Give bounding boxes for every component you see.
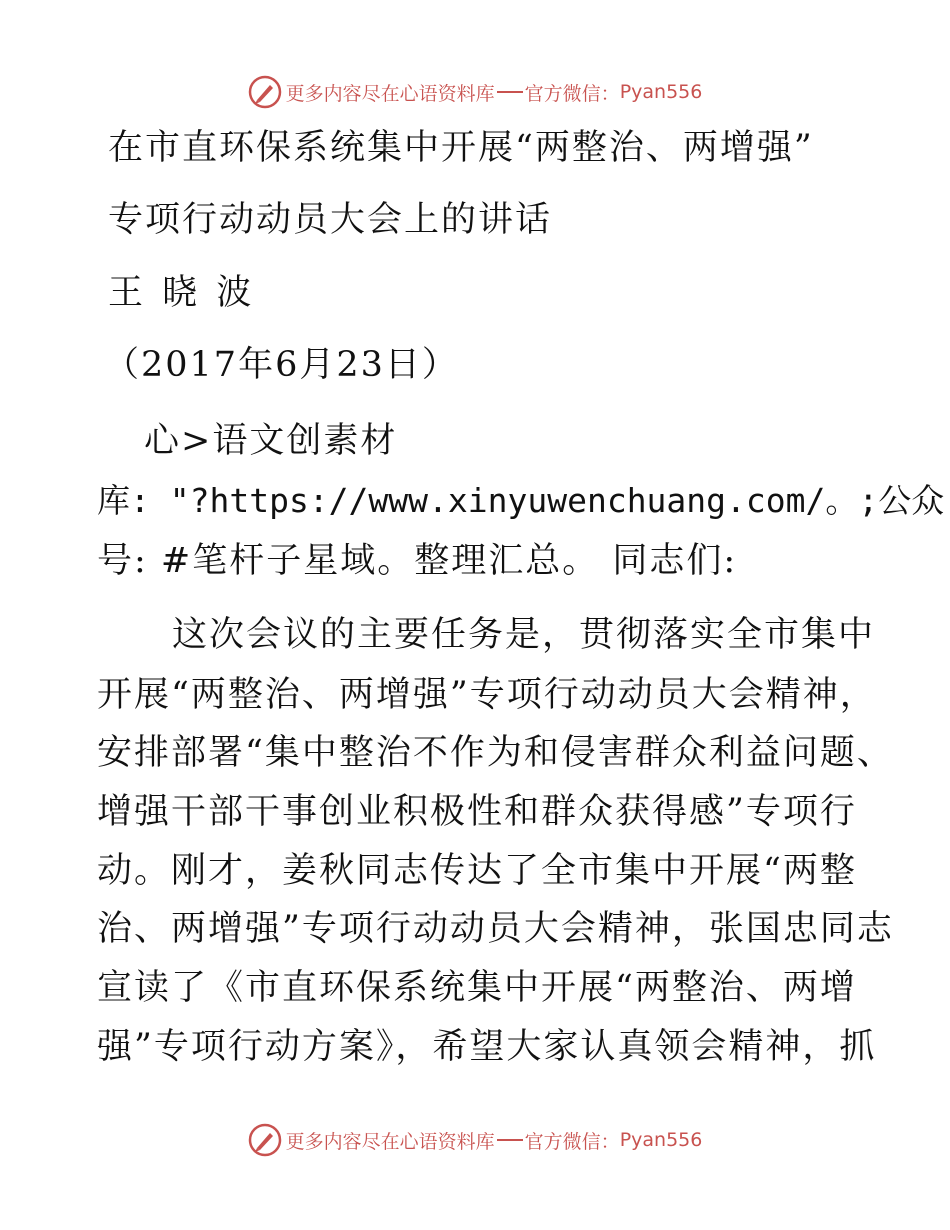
pen-logo-icon [248,1123,282,1157]
banner-wechat-id: Pyan556 [619,1129,703,1151]
document-title-line-2: 专项行动动员大会上的讲话 [108,200,553,240]
body-line: 这次会议的主要任务是，贯彻落实全市集中 [172,615,876,655]
banner-wechat-label: 官方微信： [524,1130,620,1153]
document-author: 王 晓 波 [108,273,256,313]
body-line: 强”专项行动方案》，希望大家认真领会精神，抓 [97,1027,877,1067]
body-line: 开展“两整治、两增强”专项行动动员大会精神， [97,675,877,715]
banner-text: 更多内容尽在心语资料库 [285,1130,495,1153]
body-line: 动。刚才，姜秋同志传达了全市集中开展“两整 [97,851,857,891]
banner-text: 更多内容尽在心语资料库 [285,82,495,105]
header-banner [0,72,950,112]
body-line: 安排部署“集中整治不作为和侵害群众利益问题、 [97,733,894,773]
document-title-line-1: 在市直环保系统集中开展“两整治、两增强” [108,128,814,168]
source-note-line-3: 号: #笔杆子星域。整理汇总。 同志们: [97,541,738,581]
banner-divider [497,1139,523,1141]
source-note-line-2: 库: "?https://www.xinyuwenchuang.com/。;公众 [97,481,945,520]
source-note-line-1: 心>语文创素材 [144,421,398,461]
body-line: 宣读了《市直环保系统集中开展“两整治、两增 [97,968,857,1008]
body-line: 治、两增强”专项行动动员大会精神，张国忠同志 [97,909,894,949]
footer-banner [0,1120,950,1160]
body-line: 增强干部干事创业积极性和群众获得感”专项行 [97,792,857,832]
pen-logo-icon [248,75,282,109]
banner-divider [497,91,523,93]
document-date: （2017年6月23日） [104,345,459,385]
banner-wechat-id: Pyan556 [619,81,703,103]
banner-wechat-label: 官方微信： [524,82,620,105]
